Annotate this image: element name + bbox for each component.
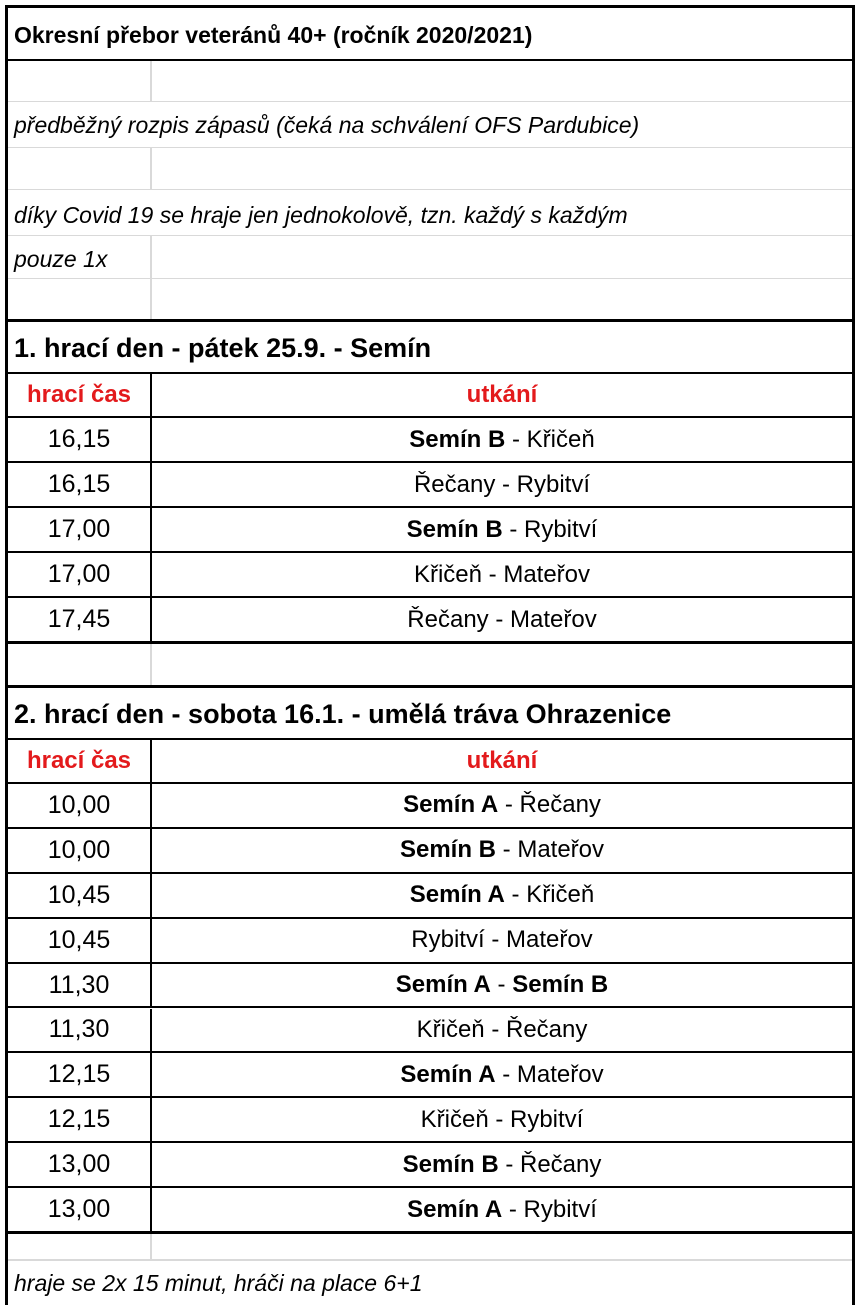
day1-column-header [8, 374, 852, 418]
match-time: 17,00 [47, 515, 111, 543]
table-row[interactable] [8, 1188, 852, 1233]
match-pairing [152, 1188, 852, 1231]
match-pairing [152, 598, 852, 641]
match-separator: - [488, 605, 510, 633]
footer-note: hraje se 2x 15 minut, hráči na place 6+1 [14, 1270, 423, 1296]
table-row[interactable] [8, 964, 852, 1009]
away-team: Řečany [519, 791, 601, 819]
match-time: 10,45 [47, 925, 111, 954]
away-team: Mateřov [516, 1060, 604, 1088]
table-row[interactable] [8, 1143, 852, 1188]
away-team: Mateřov [510, 605, 597, 633]
match-separator: - [502, 515, 524, 543]
match-separator: - [482, 560, 504, 588]
table-row[interactable] [8, 418, 852, 463]
match-time: 13,00 [47, 1195, 111, 1224]
day1-section-header[interactable] [8, 319, 852, 374]
away-team: Mateřov [505, 926, 593, 954]
match-time: 11,30 [48, 970, 110, 999]
empty-row[interactable] [8, 1233, 852, 1260]
schedule-note-row[interactable] [8, 102, 852, 148]
match-separator: - [505, 425, 527, 453]
away-team: Rybitví [510, 1105, 584, 1133]
away-team: Křičeň [526, 425, 595, 453]
away-team: Mateřov [517, 836, 605, 864]
empty-row[interactable] [8, 279, 852, 319]
empty-row[interactable] [8, 148, 852, 190]
home-team: Semín B [409, 425, 506, 453]
covid-note-line1: díky Covid 19 se hraje jen jednokolově, tzn. každý s každým [14, 202, 628, 228]
home-team: Křičeň [413, 560, 482, 588]
home-team: Rybitví [411, 926, 485, 954]
away-team: Řečany [505, 1015, 588, 1043]
match-separator: - [502, 1195, 524, 1223]
match-pairing [152, 463, 852, 506]
match-pairing [152, 784, 852, 827]
match-separator: - [498, 1150, 520, 1178]
covid-note-row-2[interactable] [8, 236, 852, 279]
home-team: Semín A [400, 1060, 496, 1088]
title-row[interactable] [8, 5, 852, 61]
home-team: Semín B [402, 1150, 499, 1178]
match-time: 16,15 [47, 425, 111, 453]
match-pairing [152, 1143, 852, 1186]
col-match-header: utkání [466, 381, 538, 408]
away-team: Křičeň [526, 881, 595, 909]
away-team: Semín B [512, 971, 609, 999]
match-time: 10,45 [47, 880, 111, 909]
day2-section-header[interactable] [8, 685, 852, 740]
match-separator: - [488, 1105, 510, 1133]
footer-row[interactable] [8, 1260, 852, 1305]
match-separator: - [484, 1015, 506, 1043]
table-row[interactable] [8, 508, 852, 553]
away-team: Rybitví [524, 515, 598, 543]
home-team: Semín B [406, 515, 503, 543]
match-pairing [152, 418, 852, 461]
home-team: Semín B [399, 836, 496, 864]
away-team: Rybitví [523, 1195, 597, 1223]
day2-column-header [8, 740, 852, 784]
match-pairing [152, 1053, 852, 1096]
away-team: Mateřov [503, 560, 591, 588]
table-row[interactable] [8, 829, 852, 874]
table-row[interactable] [8, 553, 852, 598]
col-time-header: hrací čas [26, 381, 132, 408]
match-separator: - [495, 470, 517, 498]
table-row[interactable] [8, 1053, 852, 1098]
match-separator: - [498, 791, 520, 819]
home-team: Semín A [395, 971, 491, 999]
spreadsheet [5, 5, 855, 1305]
table-row[interactable] [8, 598, 852, 643]
match-time: 11,30 [48, 1015, 110, 1044]
match-pairing [152, 874, 852, 917]
match-pairing [152, 964, 852, 1007]
match-pairing [152, 508, 852, 551]
match-pairing [152, 1098, 852, 1141]
home-team: Semín A [409, 881, 505, 909]
day1-title: 1. hrací den - pátek 25.9. - Semín [14, 333, 432, 363]
home-team: Řečany [407, 605, 489, 633]
match-time: 16,15 [47, 470, 111, 498]
match-separator: - [496, 836, 518, 864]
match-time: 10,00 [47, 835, 111, 864]
page-title: Okresní přebor veteránů 40+ (ročník 2020/2021) [14, 22, 533, 48]
col-time-header: hrací čas [26, 747, 132, 774]
table-row[interactable] [8, 1009, 852, 1054]
match-separator: - [484, 926, 506, 954]
home-team: Křičeň [416, 1015, 485, 1043]
match-time: 12,15 [47, 1060, 111, 1089]
day2-title: 2. hrací den - sobota 16.1. - umělá tráva Ohrazenice [14, 699, 672, 729]
match-pairing [152, 553, 852, 596]
match-separator: - [504, 881, 527, 909]
table-row[interactable] [8, 919, 852, 964]
match-pairing [152, 919, 852, 962]
home-team: Semín A [407, 1195, 503, 1223]
match-time: 17,45 [47, 605, 111, 633]
covid-note-row[interactable] [8, 190, 852, 236]
home-team: Semín A [403, 791, 499, 819]
away-team: Rybitví [516, 470, 591, 498]
table-row[interactable] [8, 874, 852, 919]
match-time: 17,00 [47, 560, 111, 588]
match-time: 12,15 [47, 1105, 111, 1134]
schedule-note: předběžný rozpis zápasů (čeká na schválení OFS Pardubice) [14, 112, 640, 138]
away-team: Řečany [519, 1150, 602, 1178]
match-pairing [152, 829, 852, 872]
match-pairing [152, 1009, 852, 1052]
table-row[interactable] [8, 784, 852, 829]
covid-note-line2: pouze 1x [14, 246, 108, 272]
table-row[interactable] [8, 463, 852, 508]
table-row[interactable] [8, 1098, 852, 1143]
match-time: 13,00 [47, 1150, 111, 1179]
home-team: Řečany [413, 470, 496, 498]
match-separator: - [495, 1060, 517, 1088]
match-time: 10,00 [47, 790, 111, 819]
empty-row[interactable] [8, 643, 852, 685]
col-match-header: utkání [466, 747, 538, 774]
empty-row[interactable] [8, 61, 852, 102]
match-separator: - [490, 971, 513, 999]
home-team: Křičeň [420, 1105, 489, 1133]
